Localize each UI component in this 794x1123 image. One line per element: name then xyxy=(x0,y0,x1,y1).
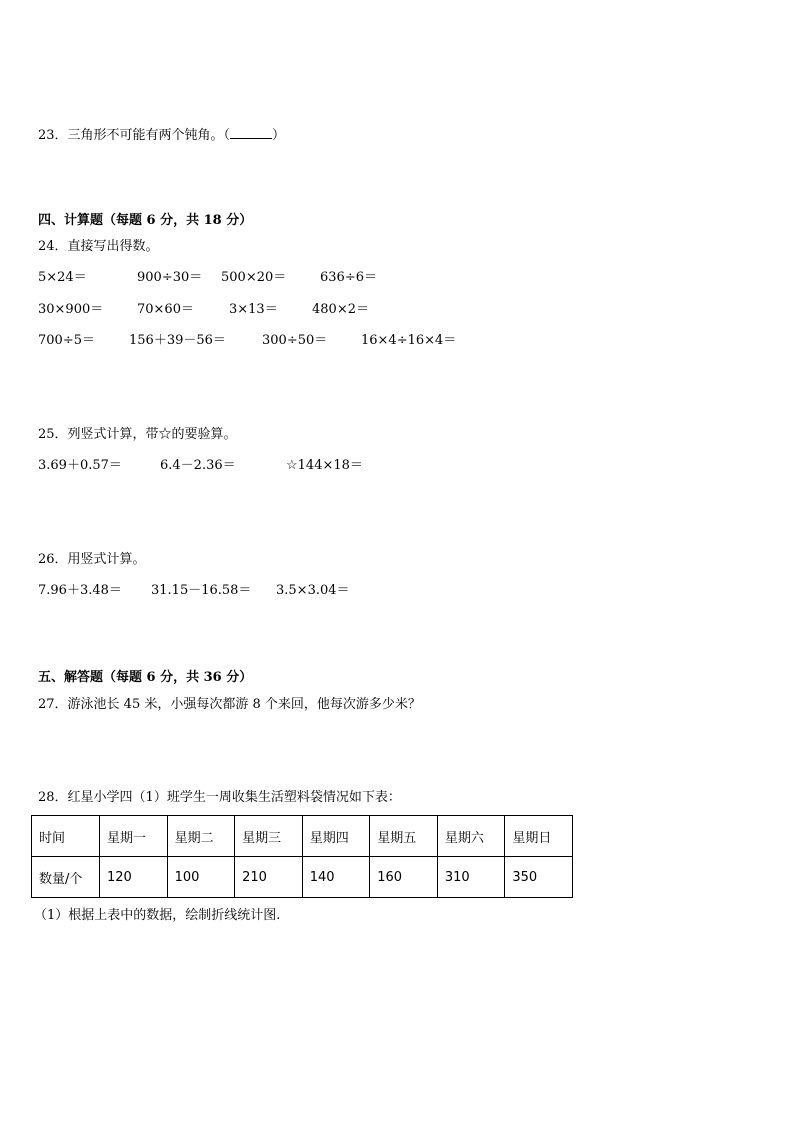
table-cell: 100 xyxy=(167,857,235,898)
question-28-title: 28．红星小学四（1）班学生一周收集生活塑料袋情况如下表： xyxy=(38,790,401,805)
table-cell: 数量/个 xyxy=(32,857,100,898)
question-26-title: 26．用竖式计算。 xyxy=(38,552,146,567)
expression: 6.4－2.36＝ xyxy=(160,458,236,473)
table-cell: 160 xyxy=(370,857,438,898)
table-cell: 星期一 xyxy=(100,816,168,857)
table-cell: 时间 xyxy=(32,816,100,857)
expression: 31.15－16.58＝ xyxy=(151,583,252,598)
table-cell: 310 xyxy=(437,857,505,898)
table-cell: 140 xyxy=(302,857,370,898)
expression: 636÷6＝ xyxy=(320,270,377,285)
question-27-text: 27．游泳池长 45 米，小强每次都游 8 个来回，他每次游多少米？ xyxy=(38,697,421,712)
table-cell: 星期四 xyxy=(302,816,370,857)
question-23-text: 23．三角形不可能有两个钝角。（ xyxy=(38,128,231,143)
data-table xyxy=(31,815,573,898)
expression: 70×60＝ xyxy=(137,302,194,317)
table-cell: 星期六 xyxy=(437,816,505,857)
expression: 500×20＝ xyxy=(221,270,287,285)
expression: 30×900＝ xyxy=(38,302,104,317)
expression: 16×4÷16×4＝ xyxy=(361,333,457,348)
table-cell: 星期日 xyxy=(505,816,573,857)
expression: 5×24＝ xyxy=(38,270,87,285)
question-28-sub-1: （1）根据上表中的数据，绘制折线统计图. xyxy=(34,908,281,923)
table-cell: 星期五 xyxy=(370,816,438,857)
expression: 3.5×3.04＝ xyxy=(276,583,350,598)
question-23 xyxy=(38,126,285,144)
answer-blank[interactable] xyxy=(230,126,272,139)
table-cell: 120 xyxy=(100,857,168,898)
question-25-title: 25．列竖式计算，带☆的要验算。 xyxy=(38,427,237,442)
question-23-close: ） xyxy=(272,128,286,143)
table-row xyxy=(32,857,573,898)
expression: 480×2＝ xyxy=(312,302,369,317)
expression: 300÷50＝ xyxy=(262,333,328,348)
expression: 3.69＋0.57＝ xyxy=(38,458,122,473)
expression: 3×13＝ xyxy=(229,302,278,317)
table-row xyxy=(32,816,573,857)
table-cell: 350 xyxy=(505,857,573,898)
expression: ☆144×18＝ xyxy=(286,458,363,473)
table-cell: 星期三 xyxy=(235,816,303,857)
expression: 156＋39－56＝ xyxy=(129,333,226,348)
section-5-title: 五、解答题（每题 6 分，共 36 分） xyxy=(38,670,253,685)
expression: 7.96＋3.48＝ xyxy=(38,583,122,598)
table-cell: 星期二 xyxy=(167,816,235,857)
expression: 700÷5＝ xyxy=(38,333,95,348)
expression: 900÷30＝ xyxy=(137,270,203,285)
table-cell: 210 xyxy=(235,857,303,898)
section-4-title: 四、计算题（每题 6 分，共 18 分） xyxy=(38,213,253,228)
question-24-title: 24．直接写出得数。 xyxy=(38,239,159,254)
